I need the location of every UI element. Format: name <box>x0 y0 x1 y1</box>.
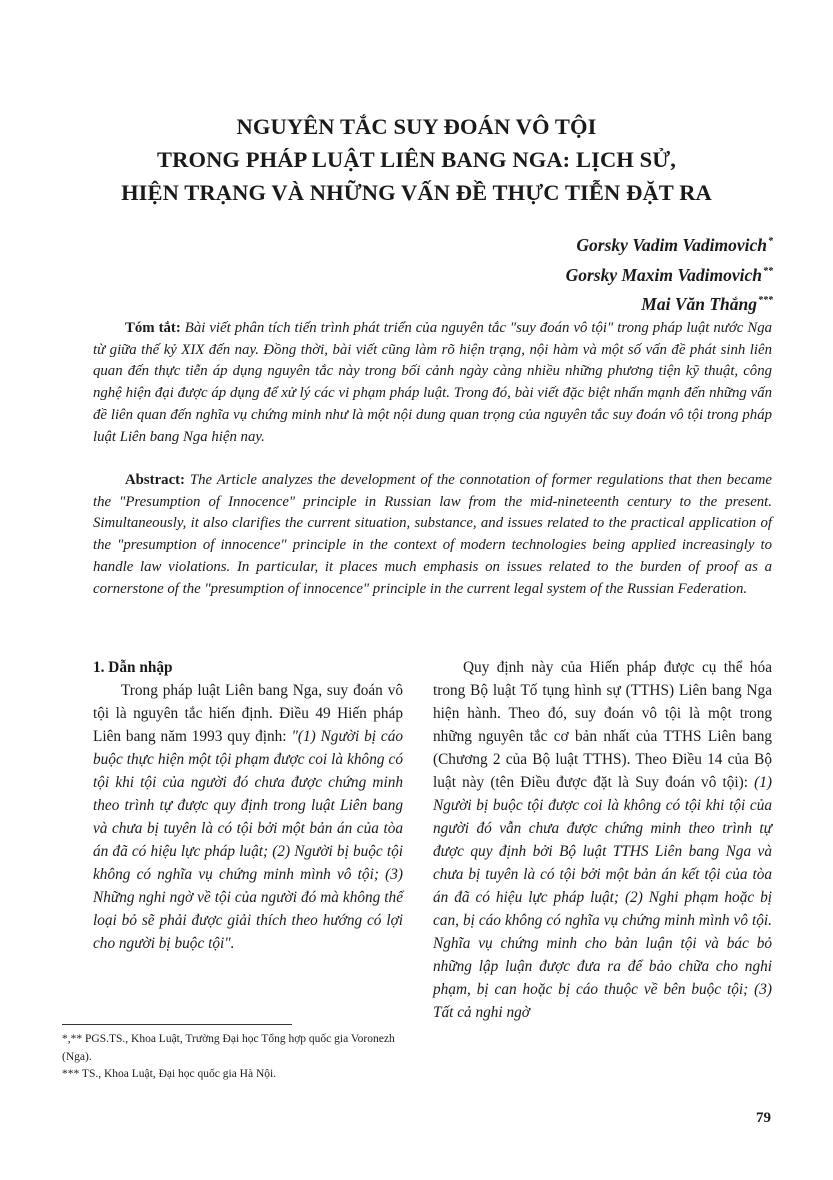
footnote-2: *** TS., Khoa Luật, Đại học quốc gia Hà Nội. <box>62 1068 277 1080</box>
title-line-1: NGUYÊN TẮC SUY ĐOÁN VÔ TỘI <box>236 114 597 139</box>
section-heading: 1. Dẫn nhập <box>93 659 173 676</box>
author-1-mark: * <box>768 236 773 247</box>
title-line-3: HIỆN TRẠNG VÀ NHỮNG VẤN ĐỀ THỰC TIỄN ĐẶT RA <box>121 180 712 205</box>
abstract-vi-label: Tóm tắt: <box>125 320 181 336</box>
intro-text: Trong pháp luật Liên bang Nga, suy đoán vô tội là nguyên tắc hiến định. Điều 49 Hiến pháp Liên bang năm 1993 quy định: <box>93 682 403 745</box>
paper-title <box>0 110 833 209</box>
author-3-mark: *** <box>758 295 773 306</box>
footnote-divider <box>62 1024 292 1025</box>
author-2-name: Gorsky Maxim Vadimovich <box>565 264 762 285</box>
footnotes <box>62 1031 407 1084</box>
footnote-1: *,** PGS.TS., Khoa Luật, Trường Đại học Tổng hợp quốc gia Voronezh (Nga). <box>62 1033 395 1063</box>
abstract-en-label: Abstract: <box>125 472 185 488</box>
page-number: 79 <box>756 1110 771 1126</box>
author-1 <box>566 229 773 259</box>
code-quote: (1) Người bị buộc tội được coi là không có tội khi tội của người đó vẫn chưa được chứng minh theo trình tự được quy định bởi Bộ luật TTHS Liên bang Nga và chưa bị tuyên là có tội bởi một bản án kết tội của tòa án đã có hiệu lực pháp luật; (2) Nghi phạm hoặc bị can, bị cáo không có nghĩa vụ chứng minh mình vô tội. Nghĩa vụ chứng minh cho bản luận tội và bác bỏ những lập luận được đưa ra để bảo chữa cho nghi phạm, bị can hoặc bị cáo thuộc về bên buộc tội; (3) Tất cả nghi ngờ <box>433 774 772 1021</box>
right-text: Quy định này của Hiến pháp được cụ thể hóa trong Bộ luật Tố tụng hình sự (TTHS) Liên bang Nga hiện hành. Theo đó, suy đoán vô tội là một trong những nguyên tắc cơ bản nhất của TTHS Liên bang (Chương 2 của Bộ luật TTHS). Theo Điều 14 của Bộ luật này (tên Điều được đặt là Suy đoán vô tội): <box>433 659 772 791</box>
left-column <box>93 656 403 955</box>
abstract-vi-text: Bài viết phân tích tiến trình phát triển của nguyên tắc "suy đoán vô tội" trong pháp luật nước Nga từ giữa thế kỷ XIX đến nay. Đồng thời, bài viết cũng làm rõ hiện trạng, nội hàm và một số vấn đề phát sinh liên quan đến thực tiễn áp dụng nguyên tắc này trong bối cảnh ngày càng nhiều những phương tiện kỹ thuật, công nghệ hiện đại được áp dụng để xử lý các vi phạm pháp luật. Trong đó, bài viết đặc biệt nhấn mạnh đến những vấn đề liên quan đến nghĩa vụ chứng minh như là một nội dung quan trọng của nguyên tắc suy đoán vô tội trong pháp luật Liên bang Nga hiện nay. <box>93 320 772 445</box>
abstract-english <box>93 470 772 600</box>
author-1-name: Gorsky Vadim Vadimovich <box>576 235 767 255</box>
author-2-mark: ** <box>763 265 773 277</box>
right-paragraph <box>433 656 772 1024</box>
abstract-en-text: The Article analyzes the development of the connotation of former regulations that then became the "Presumption of Innocence" principle in Russian law from the mid-nineteenth century to the present. Simultaneously, it also clarifies the current situation, substance, and issues related to the practical application of the "presumption of innocence" principle in the context of modern technologies being applied increasingly to handle law violations. In particular, it places much emphasis on issues related to the burden of proof as a cornerstone of the "presumption of innocence" principle in the current legal system of the Russian Federation. <box>93 472 772 597</box>
author-2 <box>566 259 773 289</box>
author-3 <box>566 288 773 318</box>
author-3-name: Mai Văn Thắng <box>641 294 757 314</box>
right-column <box>433 656 772 1024</box>
constitution-quote: "(1) Người bị cáo buộc thực hiện một tội phạm được coi là không có tội khi tội của người đó chưa được chứng minh theo trình tự được quy định trong luật Liên bang và chưa bị tuyên là có tội bởi một bản án của tòa án đã có hiệu lực pháp luật; (2) Người bị buộc tội không có nghĩa vụ chứng minh mình vô tội; (3) Những nghi ngờ về tội của người đó mà không thể loại bỏ sẽ phải được giải thích theo hướng có lợi cho người bị buộc tội". <box>93 728 403 952</box>
abstract-vietnamese <box>93 318 772 448</box>
intro-paragraph <box>93 679 403 955</box>
author-list <box>566 229 773 318</box>
title-line-2: TRONG PHÁP LUẬT LIÊN BANG NGA: LỊCH SỬ, <box>157 147 676 172</box>
